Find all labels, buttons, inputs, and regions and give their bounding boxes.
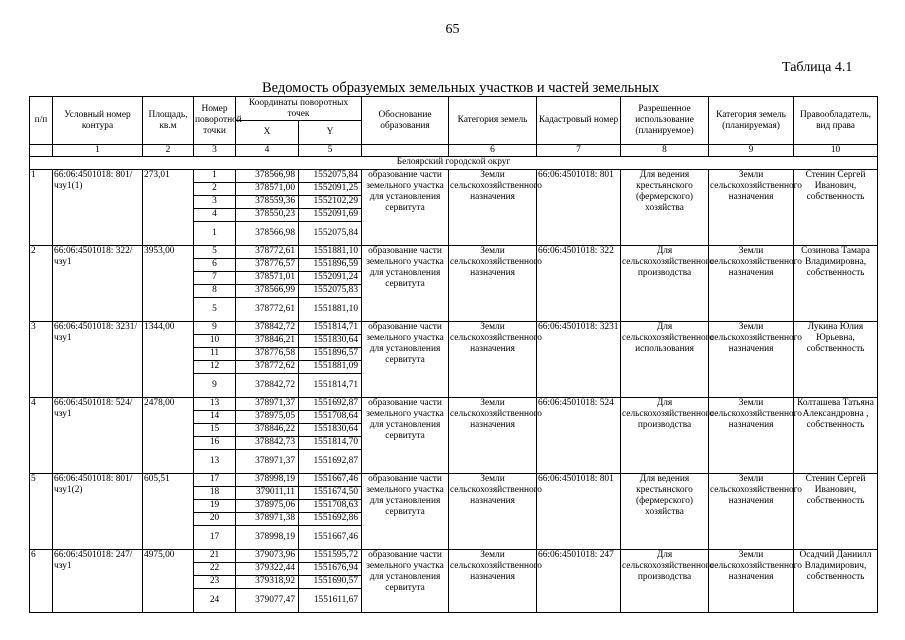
- point-number: 24: [194, 589, 236, 613]
- colnum: 1: [53, 145, 143, 157]
- point-number: 16: [194, 437, 236, 450]
- point-number: 6: [194, 259, 236, 272]
- coord-y: 1552091,69: [299, 209, 362, 222]
- category-planned-text: Земли сельскохозяйственного назначения: [709, 246, 794, 322]
- point-number: 1: [194, 170, 236, 183]
- usage-text: Для сельскохозяйственного использования: [621, 322, 709, 398]
- cadastral-number: 66:06:4501018: 801: [537, 170, 621, 246]
- table-row: [30, 398, 878, 411]
- colnum: 6: [449, 145, 537, 157]
- coord-y: 1551881,10: [299, 246, 362, 259]
- coord-y: 1551814,70: [299, 437, 362, 450]
- point-number: 21: [194, 550, 236, 563]
- coord-y: 1552102,29: [299, 196, 362, 209]
- point-number: 11: [194, 348, 236, 361]
- record-number: 6: [30, 550, 53, 613]
- header-point: Номер поворотной точки: [194, 97, 236, 145]
- coord-x: 378772,61: [236, 298, 299, 322]
- coord-y: 1552075,84: [299, 170, 362, 183]
- coord-x: 378566,99: [236, 285, 299, 298]
- coord-y: 1551692,87: [299, 450, 362, 474]
- category-text: Земли сельскохозяйственного назначения: [449, 550, 537, 613]
- area-value: 2478,00: [143, 398, 194, 474]
- region-row: Белоярский городской округ: [30, 157, 878, 170]
- record-number: 3: [30, 322, 53, 398]
- point-number: 7: [194, 272, 236, 285]
- category-planned-text: Земли сельскохозяйственного назначения: [709, 550, 794, 613]
- coord-x: 378550,23: [236, 209, 299, 222]
- table-row: [30, 550, 878, 563]
- point-number: 23: [194, 576, 236, 589]
- coord-y: 1552091,24: [299, 272, 362, 285]
- owner-text: Осадчий Даниилл Владимирович, собственность: [794, 550, 878, 613]
- cadastral-number: 66:06:4501018: 524: [537, 398, 621, 474]
- contour-number: 66:06:4501018: 524/чзу1: [53, 398, 143, 474]
- coord-x: 378776,58: [236, 348, 299, 361]
- point-number: 1: [194, 222, 236, 246]
- coord-y: 1551690,57: [299, 576, 362, 589]
- point-number: 10: [194, 335, 236, 348]
- header-basis: Обоснование образования: [362, 97, 449, 145]
- coord-y: 1551595,72: [299, 550, 362, 563]
- cadastral-number: 66:06:4501018: 322: [537, 246, 621, 322]
- coord-x: 378971,38: [236, 513, 299, 526]
- table-row: [30, 474, 878, 487]
- owner-text: Созинова Тамара Владимировна, собственность: [794, 246, 878, 322]
- coord-x: 378975,06: [236, 500, 299, 513]
- coord-x: 378998,19: [236, 526, 299, 550]
- category-text: Земли сельскохозяйственного назначения: [449, 322, 537, 398]
- page-number: 65: [445, 22, 460, 37]
- point-number: 4: [194, 209, 236, 222]
- header-pp: п/п: [30, 97, 53, 145]
- point-number: 15: [194, 424, 236, 437]
- category-text: Земли сельскохозяйственного назначения: [449, 474, 537, 550]
- area-value: 4975,00: [143, 550, 194, 613]
- basis-text: образование части земельного участка для установления сервитута: [362, 322, 449, 398]
- header-usage: Разрешенное использование (планируемое): [621, 97, 709, 145]
- colnum: [362, 145, 449, 157]
- table-row: [30, 322, 878, 335]
- coord-y: 1551881,10: [299, 298, 362, 322]
- category-text: Земли сельскохозяйственного назначения: [449, 398, 537, 474]
- header-area: Площадь, кв.м: [143, 97, 194, 145]
- point-number: 17: [194, 526, 236, 550]
- coord-y: 1551692,86: [299, 513, 362, 526]
- header-coords: Координаты поворотных точек: [236, 97, 362, 121]
- coord-x: 378998,19: [236, 474, 299, 487]
- coord-x: 378975,05: [236, 411, 299, 424]
- colnum: 5: [299, 145, 362, 157]
- coord-y: 1551814,71: [299, 374, 362, 398]
- point-number: 2: [194, 183, 236, 196]
- point-number: 18: [194, 487, 236, 500]
- point-number: 14: [194, 411, 236, 424]
- record-number: 1: [30, 170, 53, 246]
- coord-y: 1551830,64: [299, 424, 362, 437]
- coord-y: 1552075,83: [299, 285, 362, 298]
- contour-number: 66:06:4501018: 322/чзу1: [53, 246, 143, 322]
- usage-text: Для сельскохозяйственного производства: [621, 398, 709, 474]
- coord-x: 379318,92: [236, 576, 299, 589]
- coord-x: 378971,37: [236, 450, 299, 474]
- colnum: 4: [236, 145, 299, 157]
- owner-text: Стенин Сергей Иванович, собственность: [794, 170, 878, 246]
- coord-x: 378571,00: [236, 183, 299, 196]
- coord-x: 378846,21: [236, 335, 299, 348]
- coord-x: 378842,73: [236, 437, 299, 450]
- point-number: 19: [194, 500, 236, 513]
- point-number: 5: [194, 246, 236, 259]
- colnum: 10: [794, 145, 878, 157]
- category-text: Земли сельскохозяйственного назначения: [449, 246, 537, 322]
- coord-y: 1552075,84: [299, 222, 362, 246]
- area-value: 273,01: [143, 170, 194, 246]
- point-number: 12: [194, 361, 236, 374]
- category-planned-text: Земли сельскохозяйственного назначения: [709, 398, 794, 474]
- land-plots-table: [29, 96, 878, 613]
- colnum: 3: [194, 145, 236, 157]
- coord-x: 379073,96: [236, 550, 299, 563]
- coord-x: 378776,57: [236, 259, 299, 272]
- cadastral-number: 66:06:4501018: 247: [537, 550, 621, 613]
- colnum: 9: [709, 145, 794, 157]
- basis-text: образование части земельного участка для установления сервитута: [362, 398, 449, 474]
- header-y: Y: [299, 121, 362, 145]
- coord-y: 1551692,87: [299, 398, 362, 411]
- table-title: Ведомость образуемых земельных участков и частей земельных: [262, 80, 659, 96]
- contour-number: 66:06:4501018: 247/чзу1: [53, 550, 143, 613]
- point-number: 13: [194, 398, 236, 411]
- coord-y: 1551896,59: [299, 259, 362, 272]
- coord-x: 378971,37: [236, 398, 299, 411]
- coord-y: 1551708,64: [299, 411, 362, 424]
- point-number: 22: [194, 563, 236, 576]
- coord-x: 379077,47: [236, 589, 299, 613]
- category-planned-text: Земли сельскохозяйственного назначения: [709, 474, 794, 550]
- coord-y: 1552091,25: [299, 183, 362, 196]
- category-planned-text: Земли сельскохозяйственного назначения: [709, 170, 794, 246]
- coord-x: 378842,72: [236, 322, 299, 335]
- category-planned-text: Земли сельскохозяйственного назначения: [709, 322, 794, 398]
- coord-y: 1551708,63: [299, 500, 362, 513]
- table-row: [30, 246, 878, 259]
- record-number: 4: [30, 398, 53, 474]
- point-number: 9: [194, 374, 236, 398]
- coord-y: 1551830,64: [299, 335, 362, 348]
- contour-number: 66:06:4501018: 801/чзу1(1): [53, 170, 143, 246]
- usage-text: Для сельскохозяйственного производства: [621, 246, 709, 322]
- cadastral-number: 66:06:4501018: 3231: [537, 322, 621, 398]
- basis-text: образование части земельного участка для установления сервитута: [362, 170, 449, 246]
- area-value: 1344,00: [143, 322, 194, 398]
- owner-text: Лукина Юлия Юрьевна, собственность: [794, 322, 878, 398]
- colnum: [30, 145, 53, 157]
- category-text: Земли сельскохозяйственного назначения: [449, 170, 537, 246]
- contour-number: 66:06:4501018: 801/чзу1(2): [53, 474, 143, 550]
- point-number: 3: [194, 196, 236, 209]
- record-number: 2: [30, 246, 53, 322]
- coord-y: 1551611,67: [299, 589, 362, 613]
- point-number: 20: [194, 513, 236, 526]
- colnum: 2: [143, 145, 194, 157]
- coord-x: 378842,72: [236, 374, 299, 398]
- coord-x: 378571,01: [236, 272, 299, 285]
- area-value: 3953,00: [143, 246, 194, 322]
- coord-y: 1551881,09: [299, 361, 362, 374]
- coord-y: 1551676,94: [299, 563, 362, 576]
- coord-x: 379011,11: [236, 487, 299, 500]
- usage-text: Для ведения крестьянского (фермерского) хозяйства: [621, 170, 709, 246]
- coord-x: 378772,61: [236, 246, 299, 259]
- usage-text: Для ведения крестьянского (фермерского) хозяйства: [621, 474, 709, 550]
- coord-y: 1551667,46: [299, 474, 362, 487]
- header-contour: Условный номер контура: [53, 97, 143, 145]
- point-number: 9: [194, 322, 236, 335]
- header-category-planned: Категория земель (планируемая): [709, 97, 794, 145]
- basis-text: образование части земельного участка для установления сервитута: [362, 474, 449, 550]
- point-number: 13: [194, 450, 236, 474]
- record-number: 5: [30, 474, 53, 550]
- colnum: 7: [537, 145, 621, 157]
- contour-number: 66:06:4501018: 3231/чзу1: [53, 322, 143, 398]
- coord-y: 1551674,50: [299, 487, 362, 500]
- basis-text: образование части земельного участка для установления сервитута: [362, 550, 449, 613]
- colnum: 8: [621, 145, 709, 157]
- owner-text: Стенин Сергей Иванович, собственность: [794, 474, 878, 550]
- coord-y: 1551896,57: [299, 348, 362, 361]
- point-number: 8: [194, 285, 236, 298]
- coord-x: 378566,98: [236, 170, 299, 183]
- header-category: Категория земель: [449, 97, 537, 145]
- point-number: 5: [194, 298, 236, 322]
- header-x: X: [236, 121, 299, 145]
- area-value: 605,51: [143, 474, 194, 550]
- usage-text: Для сельскохозяйственного производства: [621, 550, 709, 613]
- coord-y: 1551814,71: [299, 322, 362, 335]
- coord-x: 378846,22: [236, 424, 299, 437]
- point-number: 17: [194, 474, 236, 487]
- coord-x: 379322,44: [236, 563, 299, 576]
- coord-x: 378559,36: [236, 196, 299, 209]
- coord-y: 1551667,46: [299, 526, 362, 550]
- coord-x: 378566,98: [236, 222, 299, 246]
- table-label: Таблица 4.1: [782, 60, 853, 75]
- header-owner: Правообладатель, вид права: [794, 97, 878, 145]
- coord-x: 378772,62: [236, 361, 299, 374]
- cadastral-number: 66:06:4501018: 801: [537, 474, 621, 550]
- owner-text: Колташева Татьяна Александровна , собственность: [794, 398, 878, 474]
- table-row: [30, 170, 878, 183]
- basis-text: образование части земельного участка для установления сервитута: [362, 246, 449, 322]
- header-cadastral: Кадастровый номер: [537, 97, 621, 145]
